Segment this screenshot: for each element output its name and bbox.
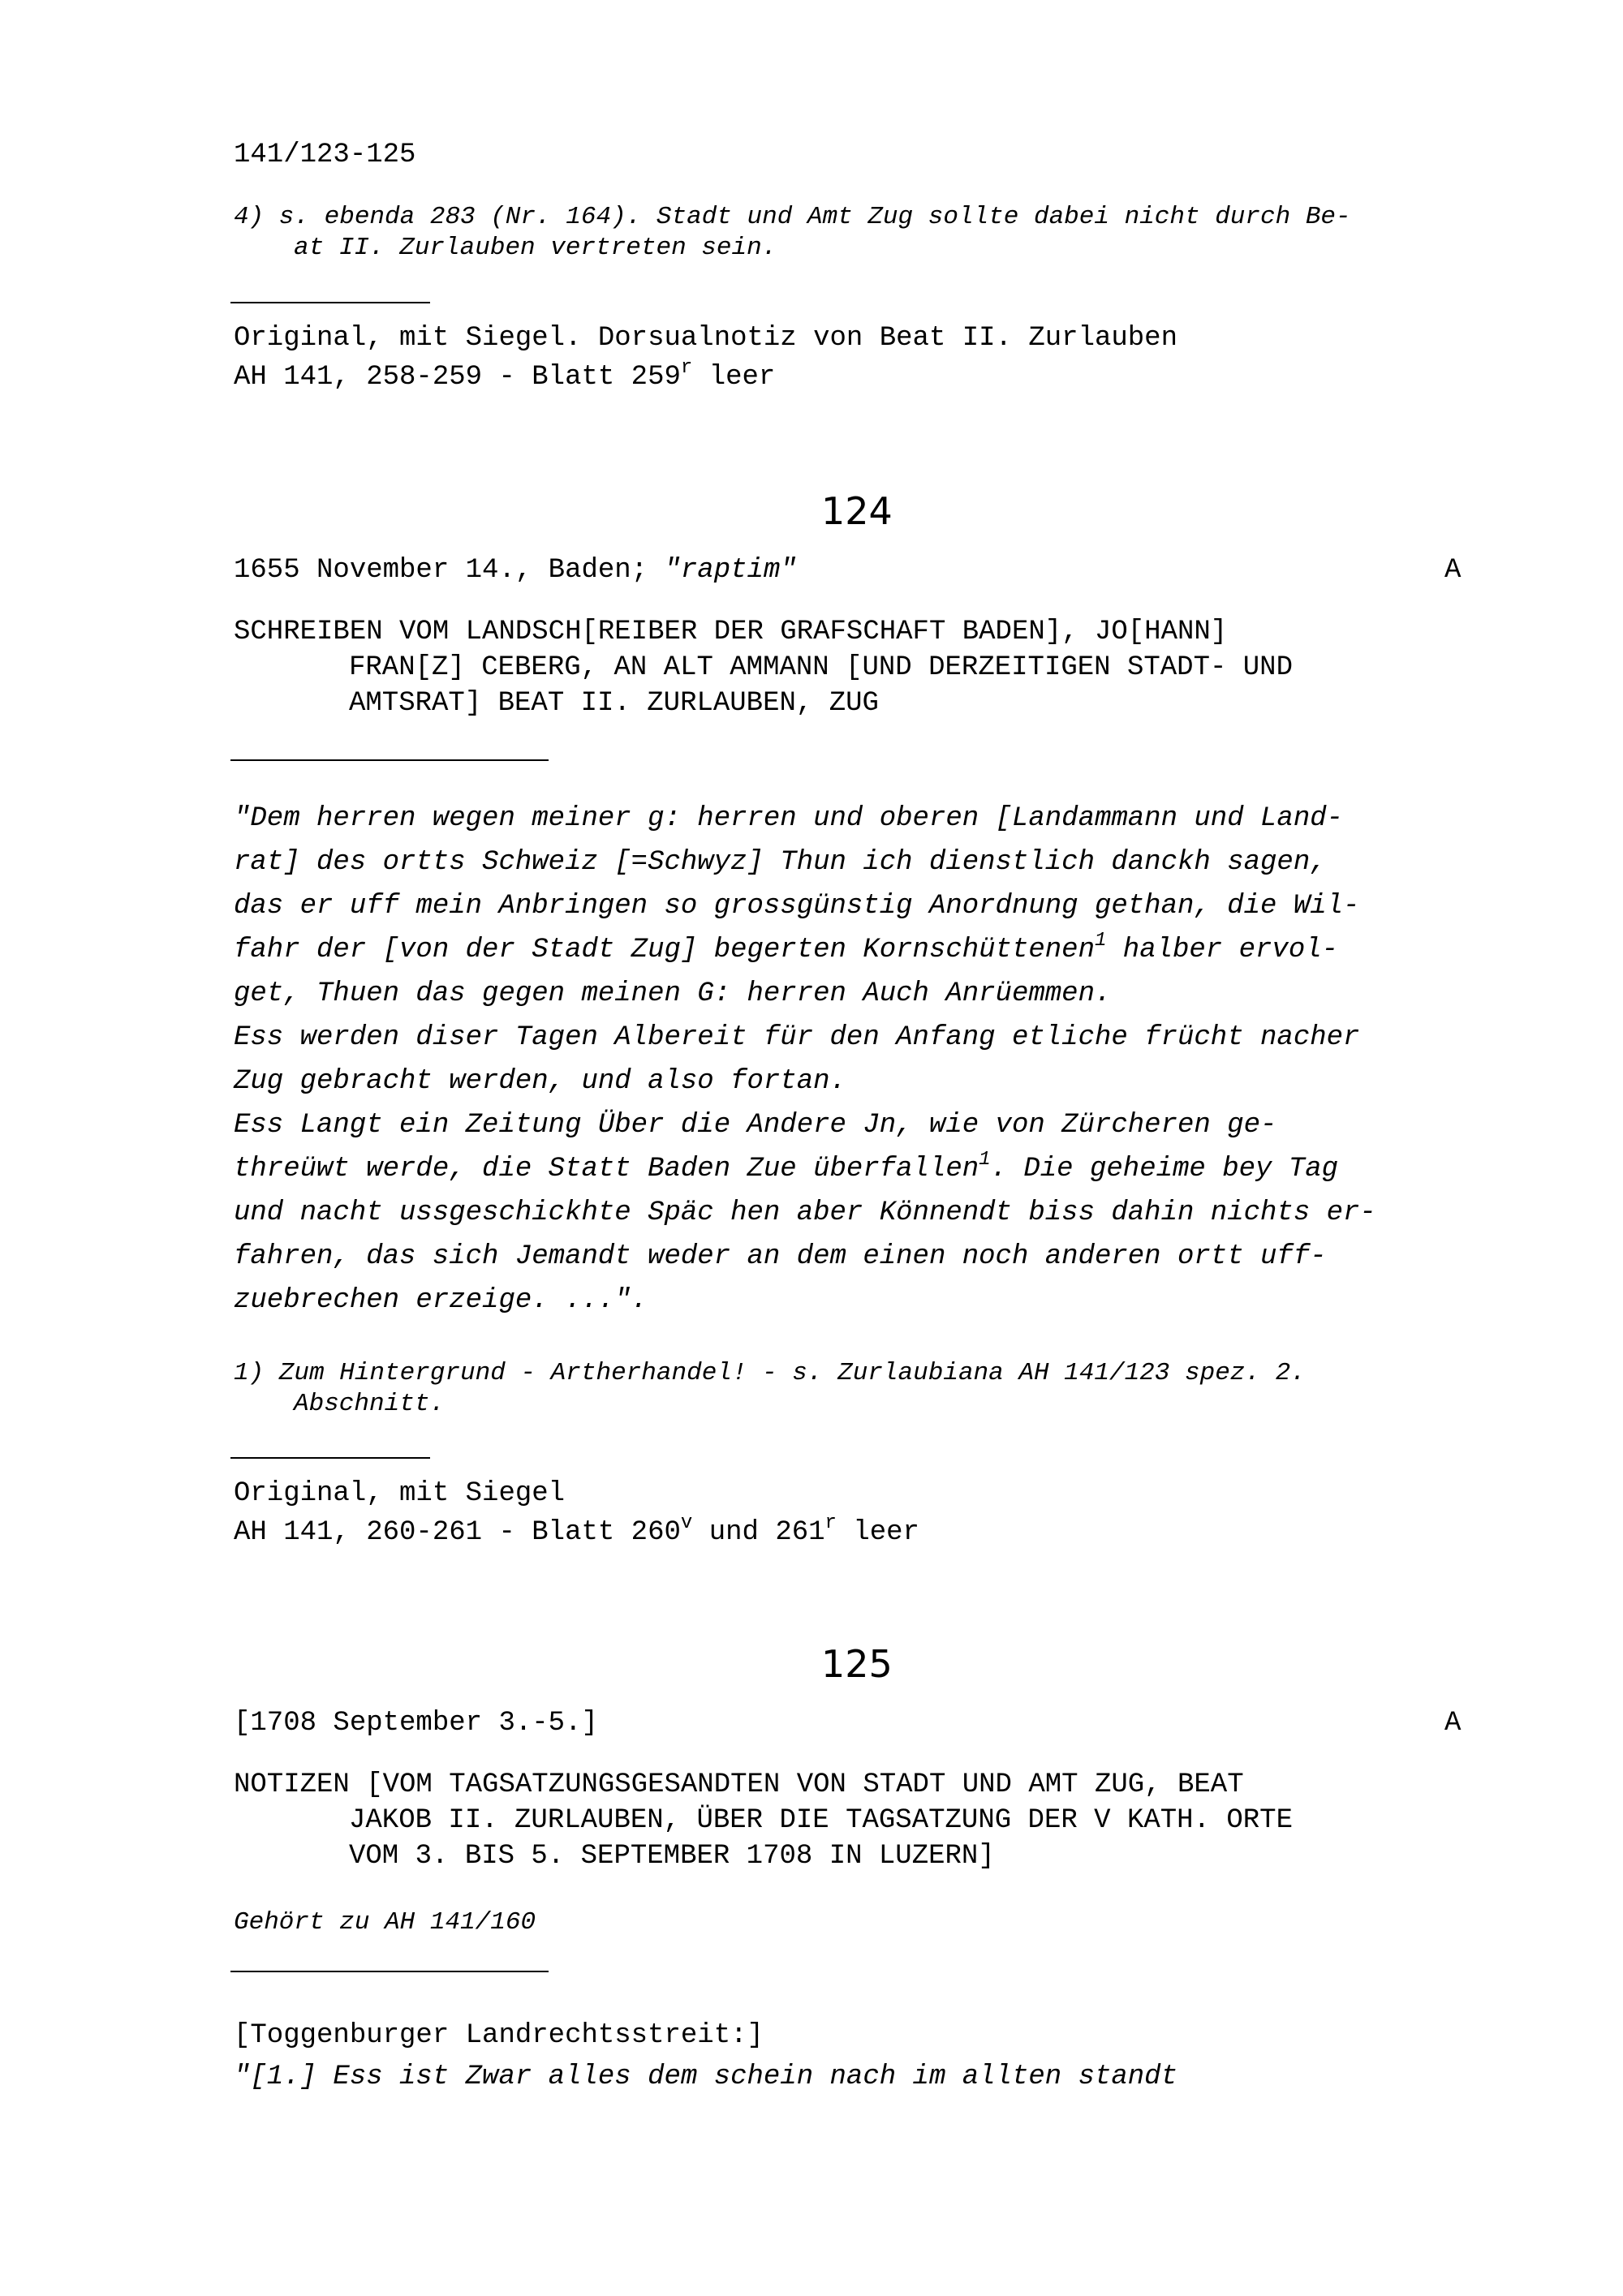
belongs-to-note: Gehört zu AH 141/160 — [234, 1908, 536, 1937]
source-line: AH 141, 260-261 - Blatt 260$^v$ und 261$^r$ leer — [234, 1512, 919, 1548]
document-text-line: "[1.] Ess ist Zwar alles dem schein nach im allten standt — [234, 2062, 1177, 2092]
document-date-place: 1655 November 14., Baden; "raptim" — [234, 555, 797, 586]
document-text-line: Zug gebracht werden, und also fortan. — [234, 1066, 846, 1097]
title-divider — [230, 759, 549, 761]
footnote-line: 1) Zum Hintergrund - Artherhandel! - s. Zurlaubiana AH 141/123 spez. 2. — [234, 1359, 1306, 1387]
title-divider — [230, 1971, 549, 1972]
footnote-divider — [230, 302, 430, 303]
document-text-line: fahren, das sich Jemandt weder an dem einen noch anderen ortt uff- — [234, 1241, 1327, 1272]
source-line: AH 141, 258-259 - Blatt 259$^r$ leer — [234, 357, 776, 393]
footnote-line: 4) s. ebenda 283 (Nr. 164). Stadt und Amt Zug sollte dabei nicht durch Be- — [234, 203, 1351, 231]
source-line: Original, mit Siegel — [234, 1478, 566, 1509]
footnote-line: at II. Zurlauben vertreten sein. — [294, 234, 777, 262]
document-text-line: threüwt werde, die Statt Baden Zue überfallen$^1$. Die geheime bey Tag — [234, 1149, 1339, 1185]
document-text-line: fahr der [von der Stadt Zug] begerten Kornschüttenen$^1$ halber ervol- — [234, 930, 1339, 965]
document-text-line: "Dem herren wegen meiner g: herren und oberen [Landammann und Land- — [234, 803, 1344, 834]
document-title-line: AMTSRAT] BEAT II. ZURLAUBEN, ZUG — [349, 688, 879, 719]
document-letter: A — [1444, 1708, 1462, 1739]
document-letter: A — [1444, 555, 1462, 586]
document-date-place: [1708 September 3.-5.] — [234, 1708, 598, 1739]
document-title-line: NOTIZEN [VOM TAGSATZUNGSGESANDTEN VON STADT UND AMT ZUG, BEAT — [234, 1769, 1244, 1800]
document-title-line: FRAN[Z] CEBERG, AN ALT AMMANN [UND DERZEITIGEN STADT- UND — [349, 652, 1293, 683]
source-line: Original, mit Siegel. Dorsualnotiz von Beat II. Zurlauben — [234, 323, 1177, 354]
document-text-line: Ess werden diser Tagen Albereit für den Anfang etliche frücht nacher — [234, 1022, 1360, 1053]
document-text-line: zuebrechen erzeige. ...". — [234, 1285, 648, 1316]
document-title-line: VOM 3. BIS 5. SEPTEMBER 1708 IN LUZERN] — [349, 1841, 995, 1872]
section-heading: [Toggenburger Landrechtsstreit:] — [234, 2020, 764, 2051]
document-text-line: rat] des ortts Schweiz [=Schwyz] Thun ich dienstlich danckh sagen, — [234, 847, 1327, 878]
document-title-line: JAKOB II. ZURLAUBEN, ÜBER DIE TAGSATZUNG DER V KATH. ORTE — [349, 1805, 1293, 1836]
document-text-line: Ess Langt ein Zeitung Über die Andere Jn, wie von Zürcheren ge- — [234, 1110, 1277, 1141]
document-number: 124 — [821, 489, 893, 533]
footnote-line: Abschnitt. — [294, 1390, 446, 1418]
page-reference: 141/123-125 — [234, 140, 416, 170]
document-text-line: und nacht ussgeschickhte Späc hen aber Könnendt biss dahin nichts er- — [234, 1197, 1376, 1228]
document-text-line: get, Thuen das gegen meinen G: herren Auch Anrüemmen. — [234, 978, 1112, 1009]
document-title-line: SCHREIBEN VOM LANDSCH[REIBER DER GRAFSCHAFT BADEN], JO[HANN] — [234, 617, 1228, 647]
footnote-divider — [230, 1457, 430, 1459]
document-number: 125 — [821, 1642, 893, 1686]
document-text-line: das er uff mein Anbringen so grossgünstig Anordnung gethan, die Wil- — [234, 891, 1360, 922]
